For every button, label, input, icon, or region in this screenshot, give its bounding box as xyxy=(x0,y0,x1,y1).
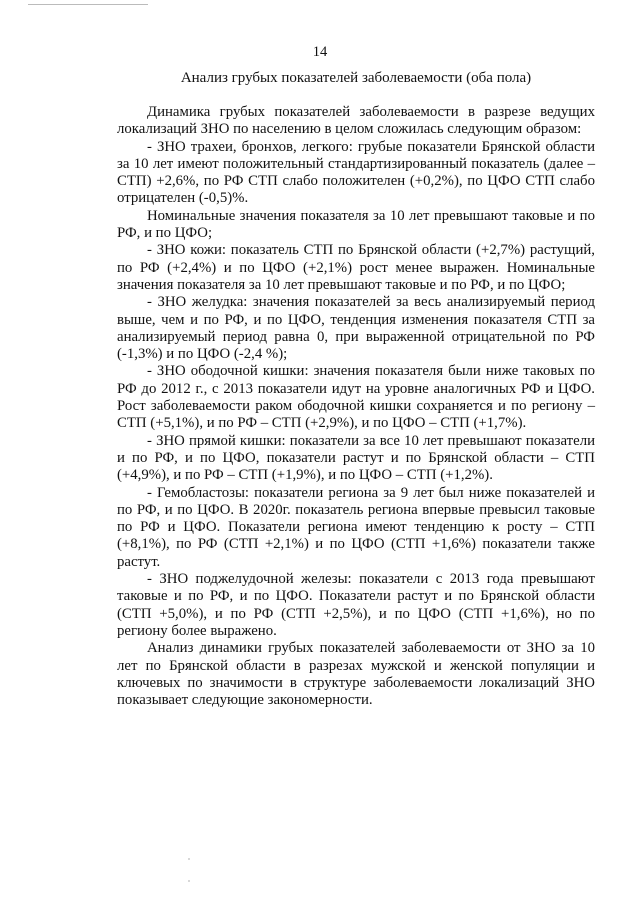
paragraph-stomach: - ЗНО желудка: значения показателей за весь анализируемый период выше, чем и по РФ, и по ЦФО, тенденция изменения показателя СТП за анализируемый период равна 0, при выраженной отрицательной по РФ (-1,3%) и по ЦФО (-2,4 %); xyxy=(117,294,595,363)
paragraph-lung-nominal: Номинальные значения показателя за 10 лет превышают таковые и по РФ, и по ЦФО; xyxy=(117,207,595,242)
paragraph-conclusion: Анализ динамики грубых показателей заболеваемости от ЗНО за 10 лет по Брянской области в разрезах мужской и женской популяции и ключевых по значимости в структуре заболеваемости локализаций ЗНО показывает следующие закономерности. xyxy=(117,640,595,709)
scan-edge-mark xyxy=(28,4,148,5)
scan-speck xyxy=(188,880,190,882)
paragraph-hemoblastoses: - Гемобластозы: показатели региона за 9 лет был ниже показателей и по РФ, и по ЦФО. В 2020г. показатель региона впервые превысил таковые по РФ и ЦФО. Показатели региона имеют тенденцию к росту – СТП (+8,1%), по РФ (СТП +2,1%) и по ЦФО (СТП +1,6%) показатели также растут. xyxy=(117,484,595,570)
page-number: 14 xyxy=(312,44,328,60)
paragraph-rectum: - ЗНО прямой кишки: показатели за все 10 лет превышают показатели и по РФ, и по ЦФО, показатели растут и по Брянской области – СТП (+4,9%), и по РФ – СТП (+1,9%), и по ЦФО – СТП (+1,2%). xyxy=(117,432,595,484)
paragraph-lung: - ЗНО трахеи, бронхов, легкого: грубые показатели Брянской области за 10 лет имеют положительный стандартизированный показатель (далее – СТП) +2,6%, по РФ СТП слабо положителен (+0,2%), по ЦФО СТП слабо отрицателен (-0,5)%. xyxy=(117,138,595,207)
paragraph-colon: - ЗНО ободочной кишки: значения показателя были ниже таковых по РФ до 2012 г., с 2013 показатели идут на уровне аналогичных РФ и ЦФО. Рост заболеваемости раком ободочной кишки сохраняется и по региону – СТП (+5,1%), и по РФ – СТП (+2,9%), и по ЦФО – СТП (+1,7%). xyxy=(117,363,595,432)
paragraph-intro: Динамика грубых показателей заболеваемости в разрезе ведущих локализаций ЗНО по населению в целом сложилась следующим образом: xyxy=(117,104,595,138)
paragraph-skin: - ЗНО кожи: показатель СТП по Брянской области (+2,7%) растущий, по РФ (+2,4%) и по ЦФО (+2,1%) рост менее выражен. Номинальные значения показателя за 10 лет превышают таковые и по РФ, и по ЦФО; xyxy=(117,242,595,293)
body-text xyxy=(117,104,595,709)
paragraph-pancreas: - ЗНО поджелудочной железы: показатели с 2013 года превышают таковые и по РФ, и по ЦФО. Показатели растут и по Брянской области (СТП +5,0%), и по РФ (СТП +2,5%), и по ЦФО (СТП +1,6%), но по региону более выражено. xyxy=(117,571,595,639)
section-title: Анализ грубых показателей заболеваемости (оба пола) xyxy=(180,70,532,86)
scan-speck xyxy=(188,858,190,860)
